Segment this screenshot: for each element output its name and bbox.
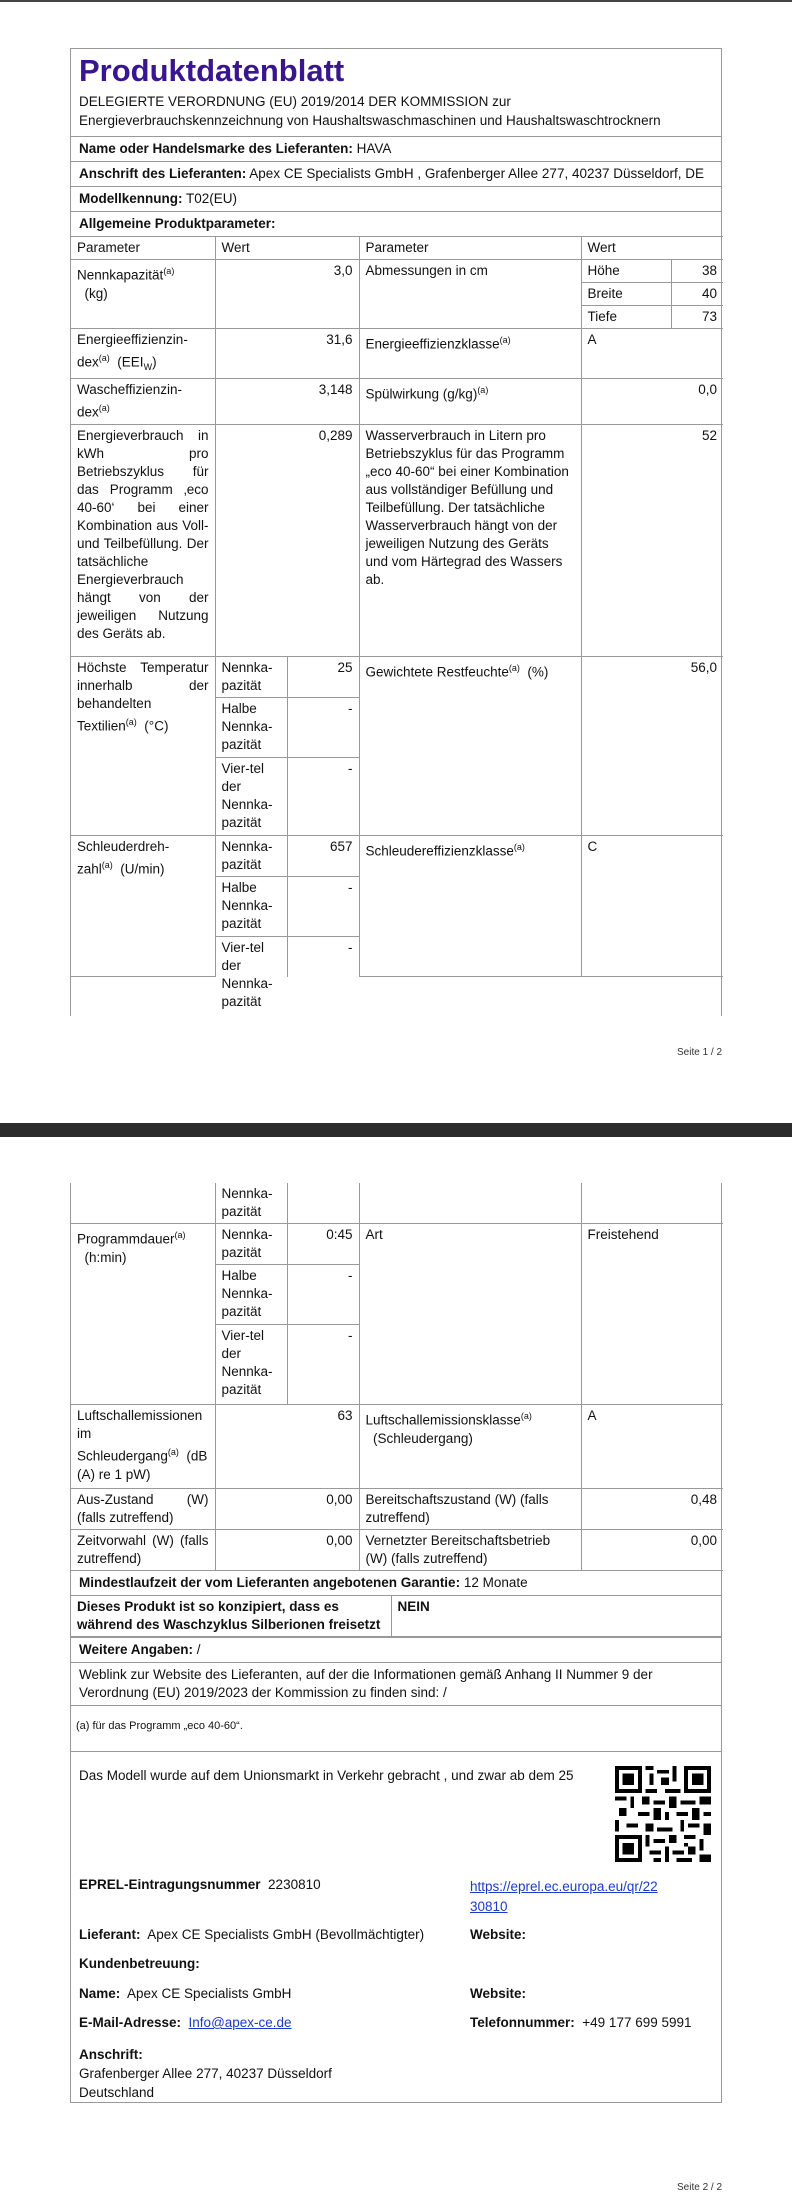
standby-value: 0,48 <box>581 1489 723 1530</box>
networked-standby-label: Vernetzter Bereitschaftsbetrieb (W) (falls zutreffend) <box>359 1530 581 1571</box>
noise-label: Luftschallemissionen im Schleudergang$^{(a)}$ (dB (A) re 1 pW) <box>71 1405 215 1489</box>
service-name-row <box>79 1986 291 2001</box>
spin-half-value: - <box>287 876 359 936</box>
model-label: Modellkennung: <box>79 191 183 206</box>
duration-quarter-label: Vier-tel der Nennka-pazität <box>215 1325 287 1405</box>
more-info-row <box>71 1637 721 1662</box>
supplier-name-row <box>71 136 721 161</box>
temp-rated-label: Nennka-pazität <box>215 656 287 697</box>
supplier-name: HAVA <box>356 141 392 156</box>
spin-speed-label: Schleuderdreh-zahl$^{(a)}$ (U/min) <box>71 835 215 977</box>
duration-quarter-value: - <box>287 1325 359 1405</box>
email-label: E-Mail-Adresse: <box>79 2015 182 2030</box>
eprel-url[interactable] <box>470 1877 658 1917</box>
spin-class-label-continued <box>359 1183 581 1224</box>
phone-row <box>470 2015 692 2030</box>
page-divider <box>0 1123 792 1137</box>
eprel-info-box <box>70 1751 722 2103</box>
weblink-row <box>71 1662 721 1706</box>
wash-index-label: Wascheffizienzin-dex$^{(a)}$ <box>71 379 215 425</box>
moisture-value: 56,0 <box>581 656 723 835</box>
rinse-value: 0,0 <box>581 379 723 425</box>
table-row <box>71 835 723 876</box>
duration-half-value: - <box>287 1265 359 1325</box>
wash-index-value: 3,148 <box>215 379 359 425</box>
duration-rated-label: Nennka-pazität <box>215 1224 287 1265</box>
address-line-1: Grafenberger Allee 277, 40237 Düsseldorf <box>79 2066 332 2081</box>
more-info-value: / <box>196 1642 201 1657</box>
off-mode-value: 0,00 <box>215 1489 359 1530</box>
water-consumption-value: 52 <box>581 424 723 656</box>
header-value-2: Wert <box>581 237 723 260</box>
footnote: (a) für das Programm „eco 40-60“. <box>76 1720 243 1732</box>
energy-class-value: A <box>581 329 723 379</box>
temp-half-value: - <box>287 697 359 757</box>
spin-label-continued <box>71 1183 215 1224</box>
type-label: Art <box>359 1224 581 1405</box>
spin-rated-value: 657 <box>287 835 359 876</box>
table-row <box>71 1530 723 1571</box>
spin-quarter-value-continued <box>287 1183 359 1224</box>
eprel-url-line-2[interactable]: 30810 <box>470 1899 508 1914</box>
height-value: 38 <box>671 260 723 283</box>
noise-class-value: A <box>581 1405 723 1489</box>
email-row <box>79 2015 292 2030</box>
service-name-label: Name: <box>79 1986 121 2001</box>
silver-ion-table <box>71 1595 721 1637</box>
energy-consumption-value: 0,289 <box>215 424 359 656</box>
spin-half-label: Halbe Nennka-pazität <box>215 876 287 936</box>
page-number-1: Seite 1 / 2 <box>677 1047 723 1058</box>
temp-quarter-label: Vier-tel der Nennka-pazität <box>215 757 287 835</box>
silver-ion-value: NEIN <box>391 1596 721 1637</box>
address-line-2: Deutschland <box>79 2085 155 2100</box>
delay-start-label: Zeitvorwahl (W) (falls zutreffend) <box>71 1530 215 1571</box>
spin-quarter-label: Vier-tel der Nennka-pazität <box>215 936 287 977</box>
height-label: Höhe <box>582 260 672 283</box>
page-title: Produktdatenblatt <box>79 53 345 88</box>
eprel-website-label: Website: <box>470 1927 527 1942</box>
spin-rated-label: Nennka-pazität <box>215 835 287 876</box>
type-value: Freistehend <box>581 1224 723 1405</box>
general-parameters-heading: Allgemeine Produktparameter: <box>71 211 721 236</box>
dimensions-values <box>581 260 723 329</box>
table-row <box>71 1224 723 1265</box>
silver-ion-label: Dieses Produkt ist so konzipiert, dass es während des Waschzyklus Silberionen freisetzt <box>71 1596 391 1637</box>
service-name-value: Apex CE Specialists GmbH <box>127 1986 292 2001</box>
parameter-table-continued <box>71 1183 723 1571</box>
header-parameter-2: Parameter <box>359 237 581 260</box>
temp-half-label: Halbe Nennka-pazität <box>215 697 287 757</box>
supplier-address: Apex CE Specialists GmbH , Grafenberger Allee 277, 40237 Düsseldorf, DE <box>249 166 705 181</box>
table-row <box>71 1405 723 1489</box>
address-block <box>79 2045 332 2102</box>
table-row <box>71 1183 723 1224</box>
weblink-value: / <box>442 1685 447 1700</box>
supplier-address-label: Anschrift des Lieferanten: <box>79 166 247 181</box>
table-row <box>71 329 723 379</box>
energy-consumption-label: Energieverbrauch in kWh pro Betriebszyklus für das Programm ‚eco 40-60‘ bei einer Kombination aus Voll- und Teilbefüllung. Der tatsächliche Energieverbrauch hängt von der jeweiligen Nutzung des Geräts ab. <box>71 424 215 656</box>
page-number-2: Seite 2 / 2 <box>677 2182 723 2193</box>
capacity-value: 3,0 <box>215 260 359 329</box>
programme-duration-label: Programmdauer$^{(a)}$ (h:min) <box>71 1224 215 1405</box>
table-row <box>71 1489 723 1530</box>
eprel-supplier-row <box>79 1927 424 1942</box>
product-sheet-page-2 <box>70 1183 722 1753</box>
regulation-subtitle: DELEGIERTE VERORDNUNG (EU) 2019/2014 DER KOMMISSION zur Energieverbrauchskennzeichnung von Haushaltswaschmaschinen und Haushaltswaschtrocknern <box>79 94 661 128</box>
eprel-supplier-value: Apex CE Specialists GmbH (Bevollmächtigter) <box>147 1927 425 1942</box>
phone-value: +49 177 699 5991 <box>582 2015 692 2030</box>
temp-quarter-value: - <box>287 757 359 835</box>
table-row <box>71 260 723 329</box>
dimensions-label: Abmessungen in cm <box>359 260 581 329</box>
delay-start-value: 0,00 <box>215 1530 359 1571</box>
energy-class-label: Energieeffizienzklasse$^{(a)}$ <box>359 329 581 379</box>
more-info-label: Weitere Angaben: <box>79 1642 194 1657</box>
spin-quarter-value: - <box>287 936 359 977</box>
noise-class-label: Luftschallemissionsklasse$^{(a)}$ (Schleudergang) <box>359 1405 581 1489</box>
eprel-supplier-label: Lieferant: <box>79 1927 141 1942</box>
table-row <box>71 424 723 656</box>
eprel-reg-label: EPREL-Eintragungsnummer <box>79 1877 261 1892</box>
eei-label: Energieeffizienzin-dex$^{(a)}$ $(EEI_W)$ <box>71 329 215 379</box>
moisture-label: Gewichtete Restfeuchte$^{(a)}$ (%) <box>359 656 581 835</box>
supplier-address-row <box>71 161 721 186</box>
eei-value: 31,6 <box>215 329 359 379</box>
table-header-row <box>71 237 723 260</box>
qr-code-icon <box>615 1766 711 1862</box>
address-label: Anschrift: <box>79 2047 143 2062</box>
table-row <box>71 656 723 697</box>
temp-rated-value: 25 <box>287 656 359 697</box>
service-website-label: Website: <box>470 1986 527 2001</box>
max-temperature-label: Höchste Temperatur innerhalb der behandelten Textilien$^{(a)}$ (°C) <box>71 656 215 835</box>
eprel-reg-row <box>79 1877 321 1892</box>
weblink-text: Weblink zur Website des Lieferanten, auf der die Informationen gemäß Anhang II Nummer 9 der Verordnung (EU) 2019/2023 der Kommission zu finden sind: <box>79 1667 653 1700</box>
top-rule <box>0 0 792 2</box>
eprel-reg-value: 2230810 <box>268 1877 321 1892</box>
duration-half-label: Halbe Nennka-pazität <box>215 1265 287 1325</box>
product-sheet-page-1 <box>70 48 722 1016</box>
email-link[interactable]: Info@apex-ce.de <box>188 2015 292 2030</box>
phone-label: Telefonnummer: <box>470 2015 575 2030</box>
spin-class-value: C <box>581 835 723 977</box>
duration-rated-value: 0:45 <box>287 1224 359 1265</box>
networked-standby-value: 0,00 <box>581 1530 723 1571</box>
table-row <box>71 379 723 425</box>
model-row <box>71 186 721 211</box>
warranty-row <box>71 1571 721 1595</box>
header-value: Wert <box>215 237 359 260</box>
spin-quarter-label-continued: Nennka-pazität <box>215 1183 287 1224</box>
spin-class-label: Schleudereffizienzklasse$^{(a)}$ <box>359 835 581 977</box>
width-value: 40 <box>671 283 723 306</box>
supplier-name-label: Name oder Handelsmarke des Lieferanten: <box>79 141 353 156</box>
market-date-text: Das Modell wurde auf dem Unionsmarkt in Verkehr gebracht , und zwar ab dem 25 <box>79 1768 574 1783</box>
depth-label: Tiefe <box>582 306 672 329</box>
customer-service-label: Kundenbetreuung: <box>79 1956 200 1971</box>
water-consumption-label: Wasserverbrauch in Litern pro Betriebszyklus für das Programm „eco 40-60“ bei einer Kombination aus vollständiger Befüllung und Teilbefüllung. Der tatsächliche Wasserverbrauch hängt von der jeweiligen Nutzung des Geräts und vom Härtegrad des Wassers ab. <box>359 424 581 656</box>
noise-value: 63 <box>215 1405 359 1489</box>
parameter-table <box>71 236 723 1009</box>
width-label: Breite <box>582 283 672 306</box>
standby-label: Bereitschaftszustand (W) (falls zutreffend) <box>359 1489 581 1530</box>
eprel-url-line-1[interactable]: https://eprel.ec.europa.eu/qr/22 <box>470 1879 658 1894</box>
off-mode-label: Aus-Zustand (W) (falls zutreffend) <box>71 1489 215 1530</box>
warranty-value: 12 Monate <box>463 1575 528 1590</box>
header-parameter: Parameter <box>71 237 215 260</box>
capacity-label: Nennkapazität$^{(a)}$ (kg) <box>71 260 215 329</box>
warranty-label: Mindestlaufzeit der vom Lieferanten angebotenen Garantie: <box>79 1575 461 1590</box>
depth-value: 73 <box>671 306 723 329</box>
spin-class-value-continued <box>581 1183 723 1224</box>
rinse-label: Spülwirkung $(g/kg)^{(a)}$ <box>359 379 581 425</box>
model-value: T02(EU) <box>186 191 238 206</box>
